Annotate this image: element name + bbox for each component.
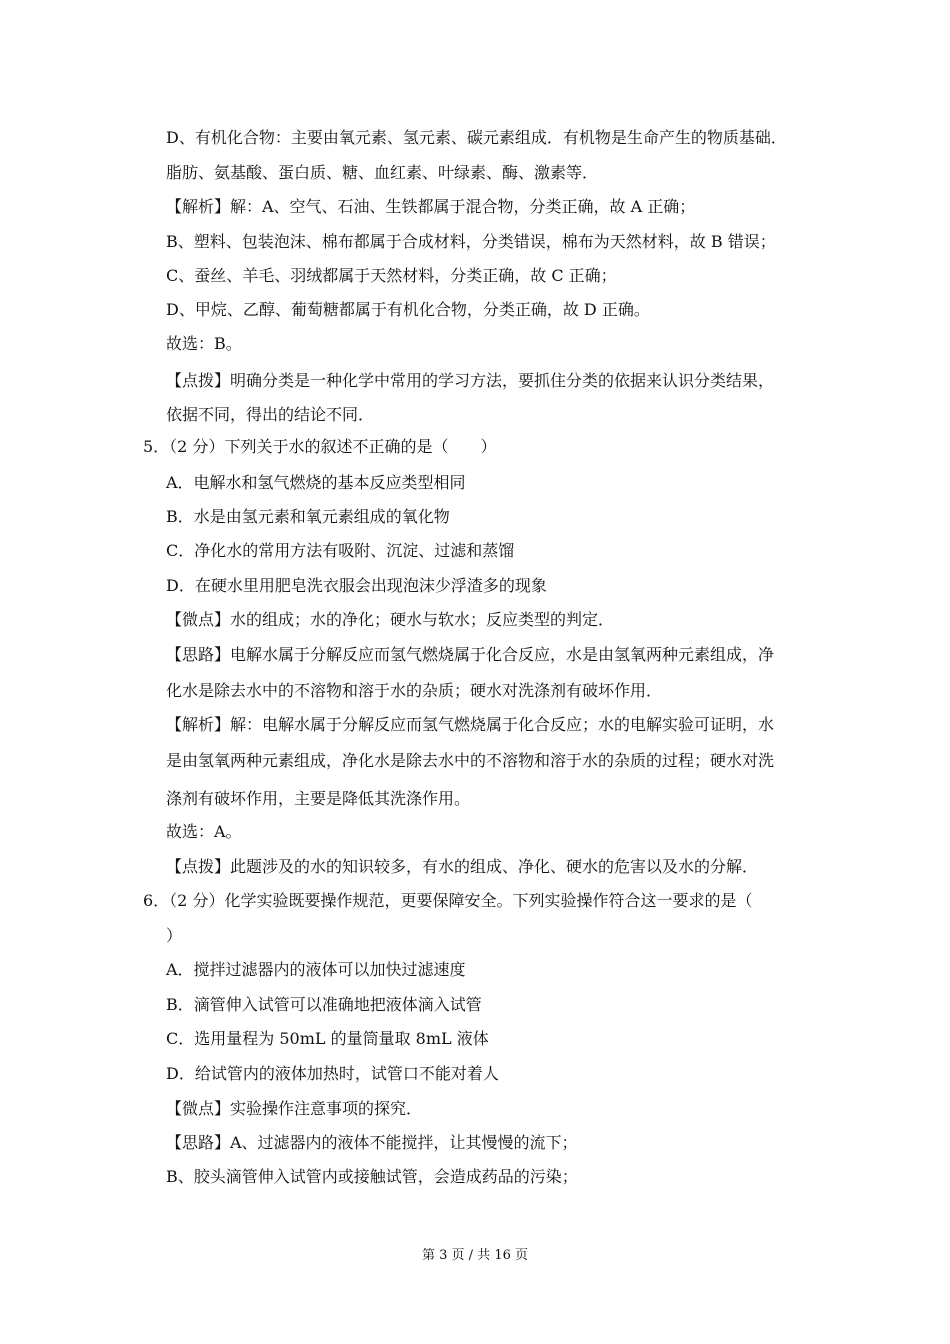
text-line: 【微点】实验操作注意事项的探究． bbox=[166, 1099, 423, 1118]
page-footer: 第 3 页 / 共 16 页 bbox=[422, 1248, 528, 1263]
answer-option: D．给试管内的液体加热时，试管口不能对着人 bbox=[166, 1064, 499, 1083]
text-line: 涤剂有破坏作用，主要是降低其洗涤作用。 bbox=[166, 789, 471, 808]
text-line: 【解析】解：电解水属于分解反应而氢气燃烧属于化合反应；水的电解实验可证明，水 bbox=[166, 715, 775, 734]
text-line: 故选：B。 bbox=[166, 334, 242, 353]
text-line: B、塑料、包装泡沫、棉布都属于合成材料，分类错误，棉布为天然材料，故 B 错误； bbox=[166, 232, 776, 251]
text-line: 【思路】电解水属于分解反应而氢气燃烧属于化合反应，水是由氢氧两种元素组成，净 bbox=[166, 645, 775, 664]
answer-option: C．净化水的常用方法有吸附、沉淀、过滤和蒸馏 bbox=[166, 541, 515, 560]
text-line: 化水是除去水中的不溶物和溶于水的杂质；硬水对洗涤剂有破坏作用． bbox=[166, 681, 663, 700]
text-line: 是由氢氧两种元素组成，净化水是除去水中的不溶物和溶于水的杂质的过程；硬水对洗 bbox=[166, 751, 775, 770]
text-line: B、胶头滴管伸入试管内或接触试管，会造成药品的污染； bbox=[166, 1167, 578, 1186]
answer-option: B．滴管伸入试管可以准确地把液体滴入试管 bbox=[166, 995, 482, 1014]
text-line: D、甲烷、乙醇、葡萄糖都属于有机化合物，分类正确，故 D 正确。 bbox=[166, 300, 650, 319]
answer-option: C．选用量程为 50mL 的量筒量取 8mL 液体 bbox=[166, 1029, 489, 1048]
question-title: 5．（2 分）下列关于水的叙述不正确的是（ ） bbox=[143, 437, 497, 456]
text-line: 【点拨】此题涉及的水的知识较多，有水的组成、净化、硬水的危害以及水的分解． bbox=[166, 857, 759, 876]
text-line: 【思路】A、过滤器内的液体不能搅拌，让其慢慢的流下； bbox=[166, 1133, 578, 1152]
text-line: 【点拨】明确分类是一种化学中常用的学习方法，要抓住分类的依据来认识分类结果， bbox=[166, 371, 775, 390]
answer-option: A．电解水和氢气燃烧的基本反应类型相同 bbox=[166, 473, 466, 492]
text-line: ） bbox=[166, 926, 183, 945]
text-line: D、有机化合物：主要由氧元素、氢元素、碳元素组成．有机物是生命产生的物质基础． bbox=[166, 128, 787, 147]
text-line: 依据不同，得出的结论不同． bbox=[166, 405, 375, 424]
text-line: 脂肪、氨基酸、蛋白质、糖、血红素、叶绿素、酶、激素等． bbox=[166, 163, 599, 182]
answer-option: D．在硬水里用肥皂洗衣服会出现泡沫少浮渣多的现象 bbox=[166, 576, 547, 595]
answer-option: B．水是由氢元素和氧元素组成的氧化物 bbox=[166, 507, 450, 526]
answer-option: A．搅拌过滤器内的液体可以加快过滤速度 bbox=[166, 960, 466, 979]
text-line: 故选：A。 bbox=[166, 822, 242, 841]
question-title: 6．（2 分）化学实验既要操作规范，更要保障安全。下列实验操作符合这一要求的是（ bbox=[143, 891, 753, 910]
text-line: 【解析】解：A、空气、石油、生铁都属于混合物，分类正确，故 A 正确； bbox=[166, 197, 696, 216]
text-line: 【微点】水的组成；水的净化；硬水与软水；反应类型的判定． bbox=[166, 610, 615, 629]
text-line: C、蚕丝、羊毛、羽绒都属于天然材料，分类正确，故 C 正确； bbox=[166, 266, 617, 285]
